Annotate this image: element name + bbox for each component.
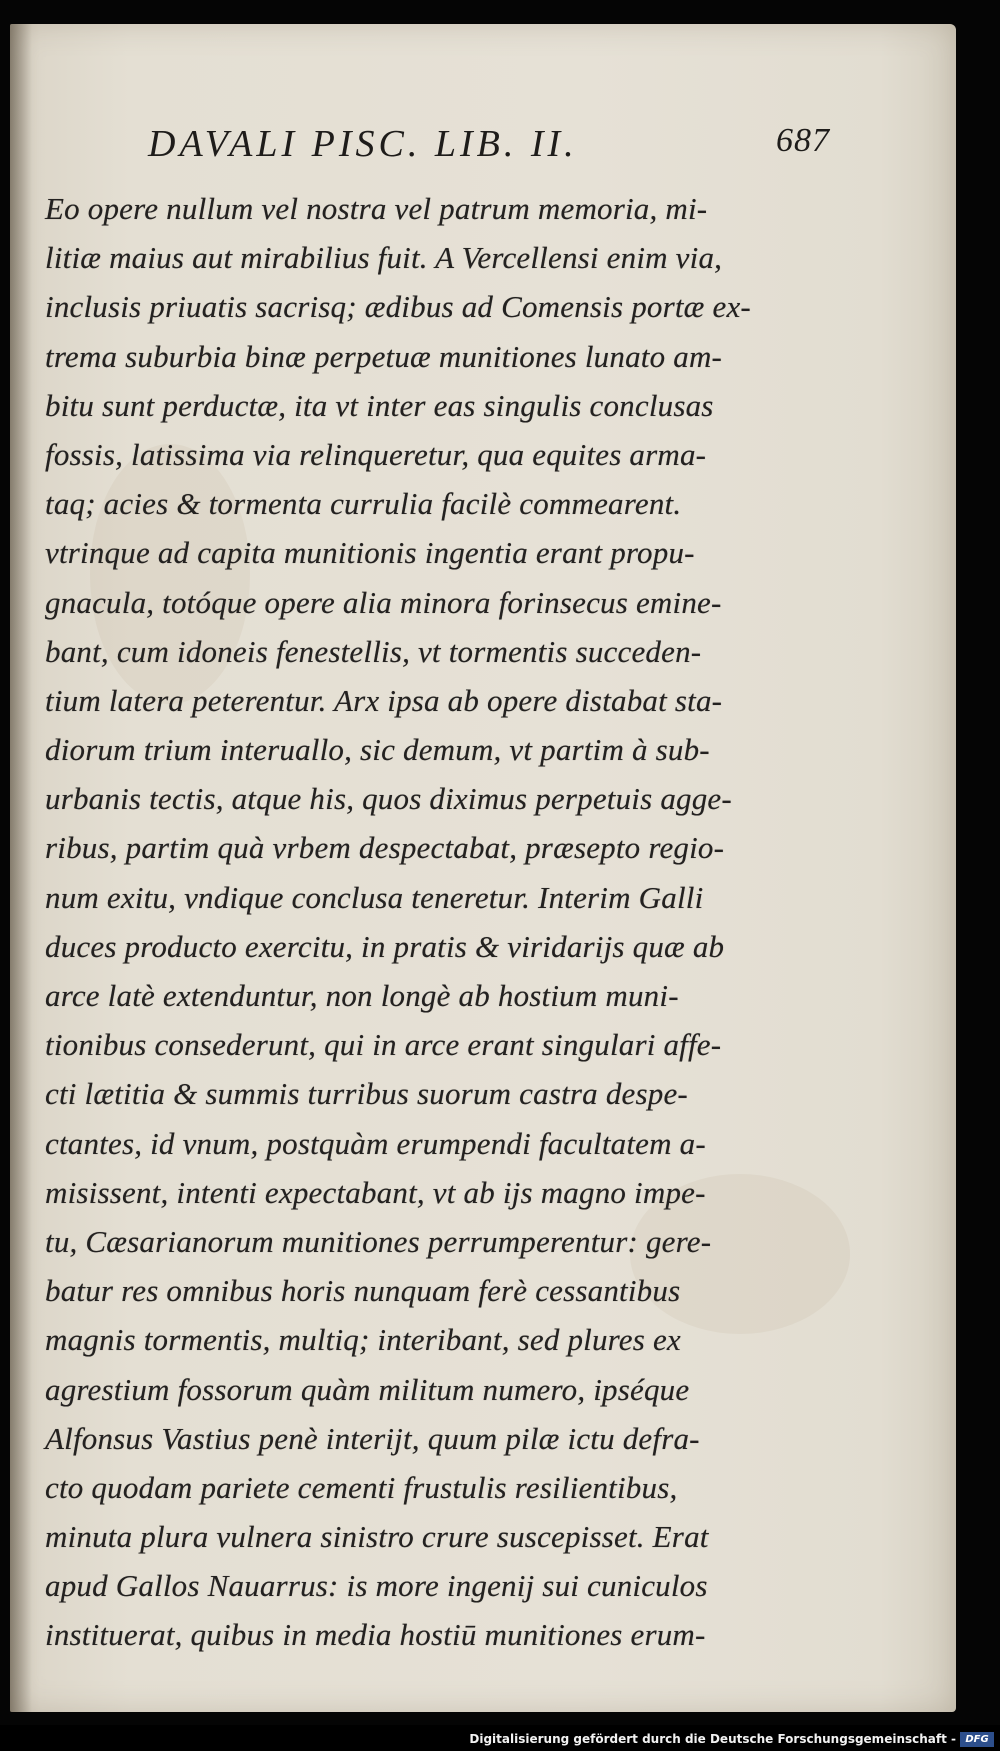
- text-line: gnacula, totóque opere alia minora forinsecus emine-: [45, 584, 722, 620]
- text-line: litiæ maius aut mirabilius fuit. A Vercellensi enim via,: [45, 240, 723, 276]
- dfg-logo: DFG: [960, 1732, 994, 1747]
- text-line: cto quodam pariete cementi frustulis resilientibus,: [45, 1469, 678, 1505]
- text-line: minuta plura vulnera sinistro crure suscepisset. Erat: [45, 1519, 709, 1555]
- text-line: instituerat, quibus in media hostiū munitiones erum-: [45, 1617, 706, 1653]
- body-text: [45, 184, 785, 1660]
- book-page: [10, 24, 956, 1712]
- text-line: apud Gallos Nauarrus: is more ingenij sui cuniculos: [45, 1568, 708, 1604]
- text-line: diorum trium interuallo, sic demum, vt partim à sub-: [45, 732, 710, 768]
- page-number: 687: [776, 122, 830, 159]
- text-line: taq; acies & tormenta currulia facilè commearent.: [45, 486, 682, 522]
- text-line: batur res omnibus horis nunquam ferè cessantibus: [45, 1273, 681, 1309]
- text-line: duces producto exercitu, in pratis & viridarijs quæ ab: [45, 928, 725, 964]
- text-line: magnis tormentis, multiq; interibant, sed plures ex: [45, 1322, 681, 1358]
- text-line: agrestium fossorum quàm militum numero, ipséque: [45, 1371, 690, 1407]
- text-line: inclusis priuatis sacrisq; ædibus ad Comensis portæ ex-: [45, 289, 751, 325]
- text-line: bant, cum idoneis fenestellis, vt tormentis succeden-: [45, 633, 702, 669]
- text-line: arce latè extenduntur, non longè ab hostium muni-: [45, 978, 679, 1013]
- text-line: cti lætitia & summis turribus suorum castra despe-: [45, 1076, 688, 1112]
- running-head-title: DAVALI PISC. LIB. II.: [148, 123, 578, 165]
- text-line: bitu sunt perductæ, ita vt inter eas singulis conclusas: [45, 387, 714, 423]
- text-line: urbanis tectis, atque his, quos diximus perpetuis agge-: [45, 781, 732, 817]
- gutter-shadow: [10, 24, 32, 1712]
- text-line: fossis, latissima via relinqueretur, qua equites arma-: [45, 436, 707, 472]
- text-line: ribus, partim quà vrbem despectabat, præsepto regio-: [45, 830, 725, 866]
- text-line: tionibus consederunt, qui in arce erant singulari affe-: [45, 1027, 722, 1063]
- text-line: misissent, intenti expectabant, vt ab ijs magno impe-: [45, 1174, 706, 1210]
- text-line: Alfonsus Vastius penè interijt, quum pilæ ictu defra-: [45, 1420, 700, 1456]
- running-head: [148, 122, 830, 174]
- text-line: trema suburbia binæ perpetuæ munitiones lunato am-: [45, 338, 723, 374]
- text-line: tu, Cæsarianorum munitiones perrumperentur: gere-: [45, 1223, 712, 1259]
- text-line: num exitu, vndique conclusa teneretur. Interim Galli: [45, 879, 704, 915]
- text-line: Eo opere nullum vel nostra vel patrum memoria, mi-: [45, 191, 708, 226]
- text-line: ctantes, id vnum, postquàm erumpendi facultatem a-: [45, 1125, 706, 1161]
- text-line: vtrinque ad capita munitionis ingentia erant propu-: [45, 535, 695, 571]
- footer-bar: [0, 1725, 1000, 1751]
- text-line: tium latera peterentur. Arx ipsa ab opere distabat sta-: [45, 682, 723, 718]
- digitization-credit: Digitalisierung gefördert durch die Deutsche Forschungsgemeinschaft -: [469, 1732, 956, 1746]
